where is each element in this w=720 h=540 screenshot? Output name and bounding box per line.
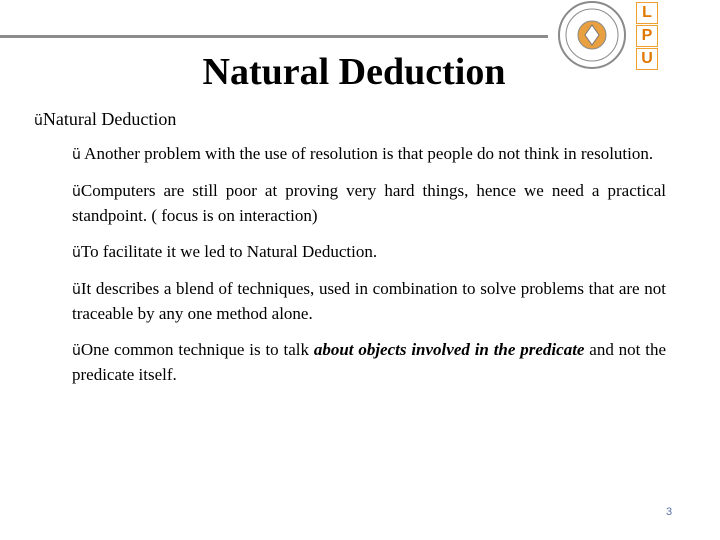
check-icon: ü [34,113,43,129]
subheading-text: Natural Deduction [42,109,177,129]
bullet-item: üIt describes a blend of techniques, used in combination to solve problems that are not traceable by any one method alone. [72,279,666,323]
bullet-list [72,142,666,399]
bullet-item: üOne common technique is to talk about objects involved in the predicate and not the predicate itself. [72,340,667,384]
check-icon: ü [72,343,81,359]
subheading [34,108,176,132]
check-icon: ü [72,245,81,261]
logo-letter-l: L [636,2,658,24]
bullet-item: üTo facilitate it we led to Natural Deduction. [72,242,378,261]
check-icon: ü [72,184,81,200]
slide-title: Natural Deduction [202,51,506,93]
emphasis-text: about objects involved in the predicate [313,340,585,359]
logo-letter-p: P [636,25,658,47]
check-icon: ü [72,282,81,298]
header-rule [0,35,548,38]
bullet-item: üComputers are still poor at proving very hard things, hence we need a practical standpoint. ( focus is on interaction) [72,181,666,225]
logo-letter-u: U [636,48,658,70]
check-icon: ü [72,147,81,163]
bullet-item: ü Another problem with the use of resolution is that people do not think in resolution. [72,144,654,163]
page-number: 3 [666,506,673,518]
